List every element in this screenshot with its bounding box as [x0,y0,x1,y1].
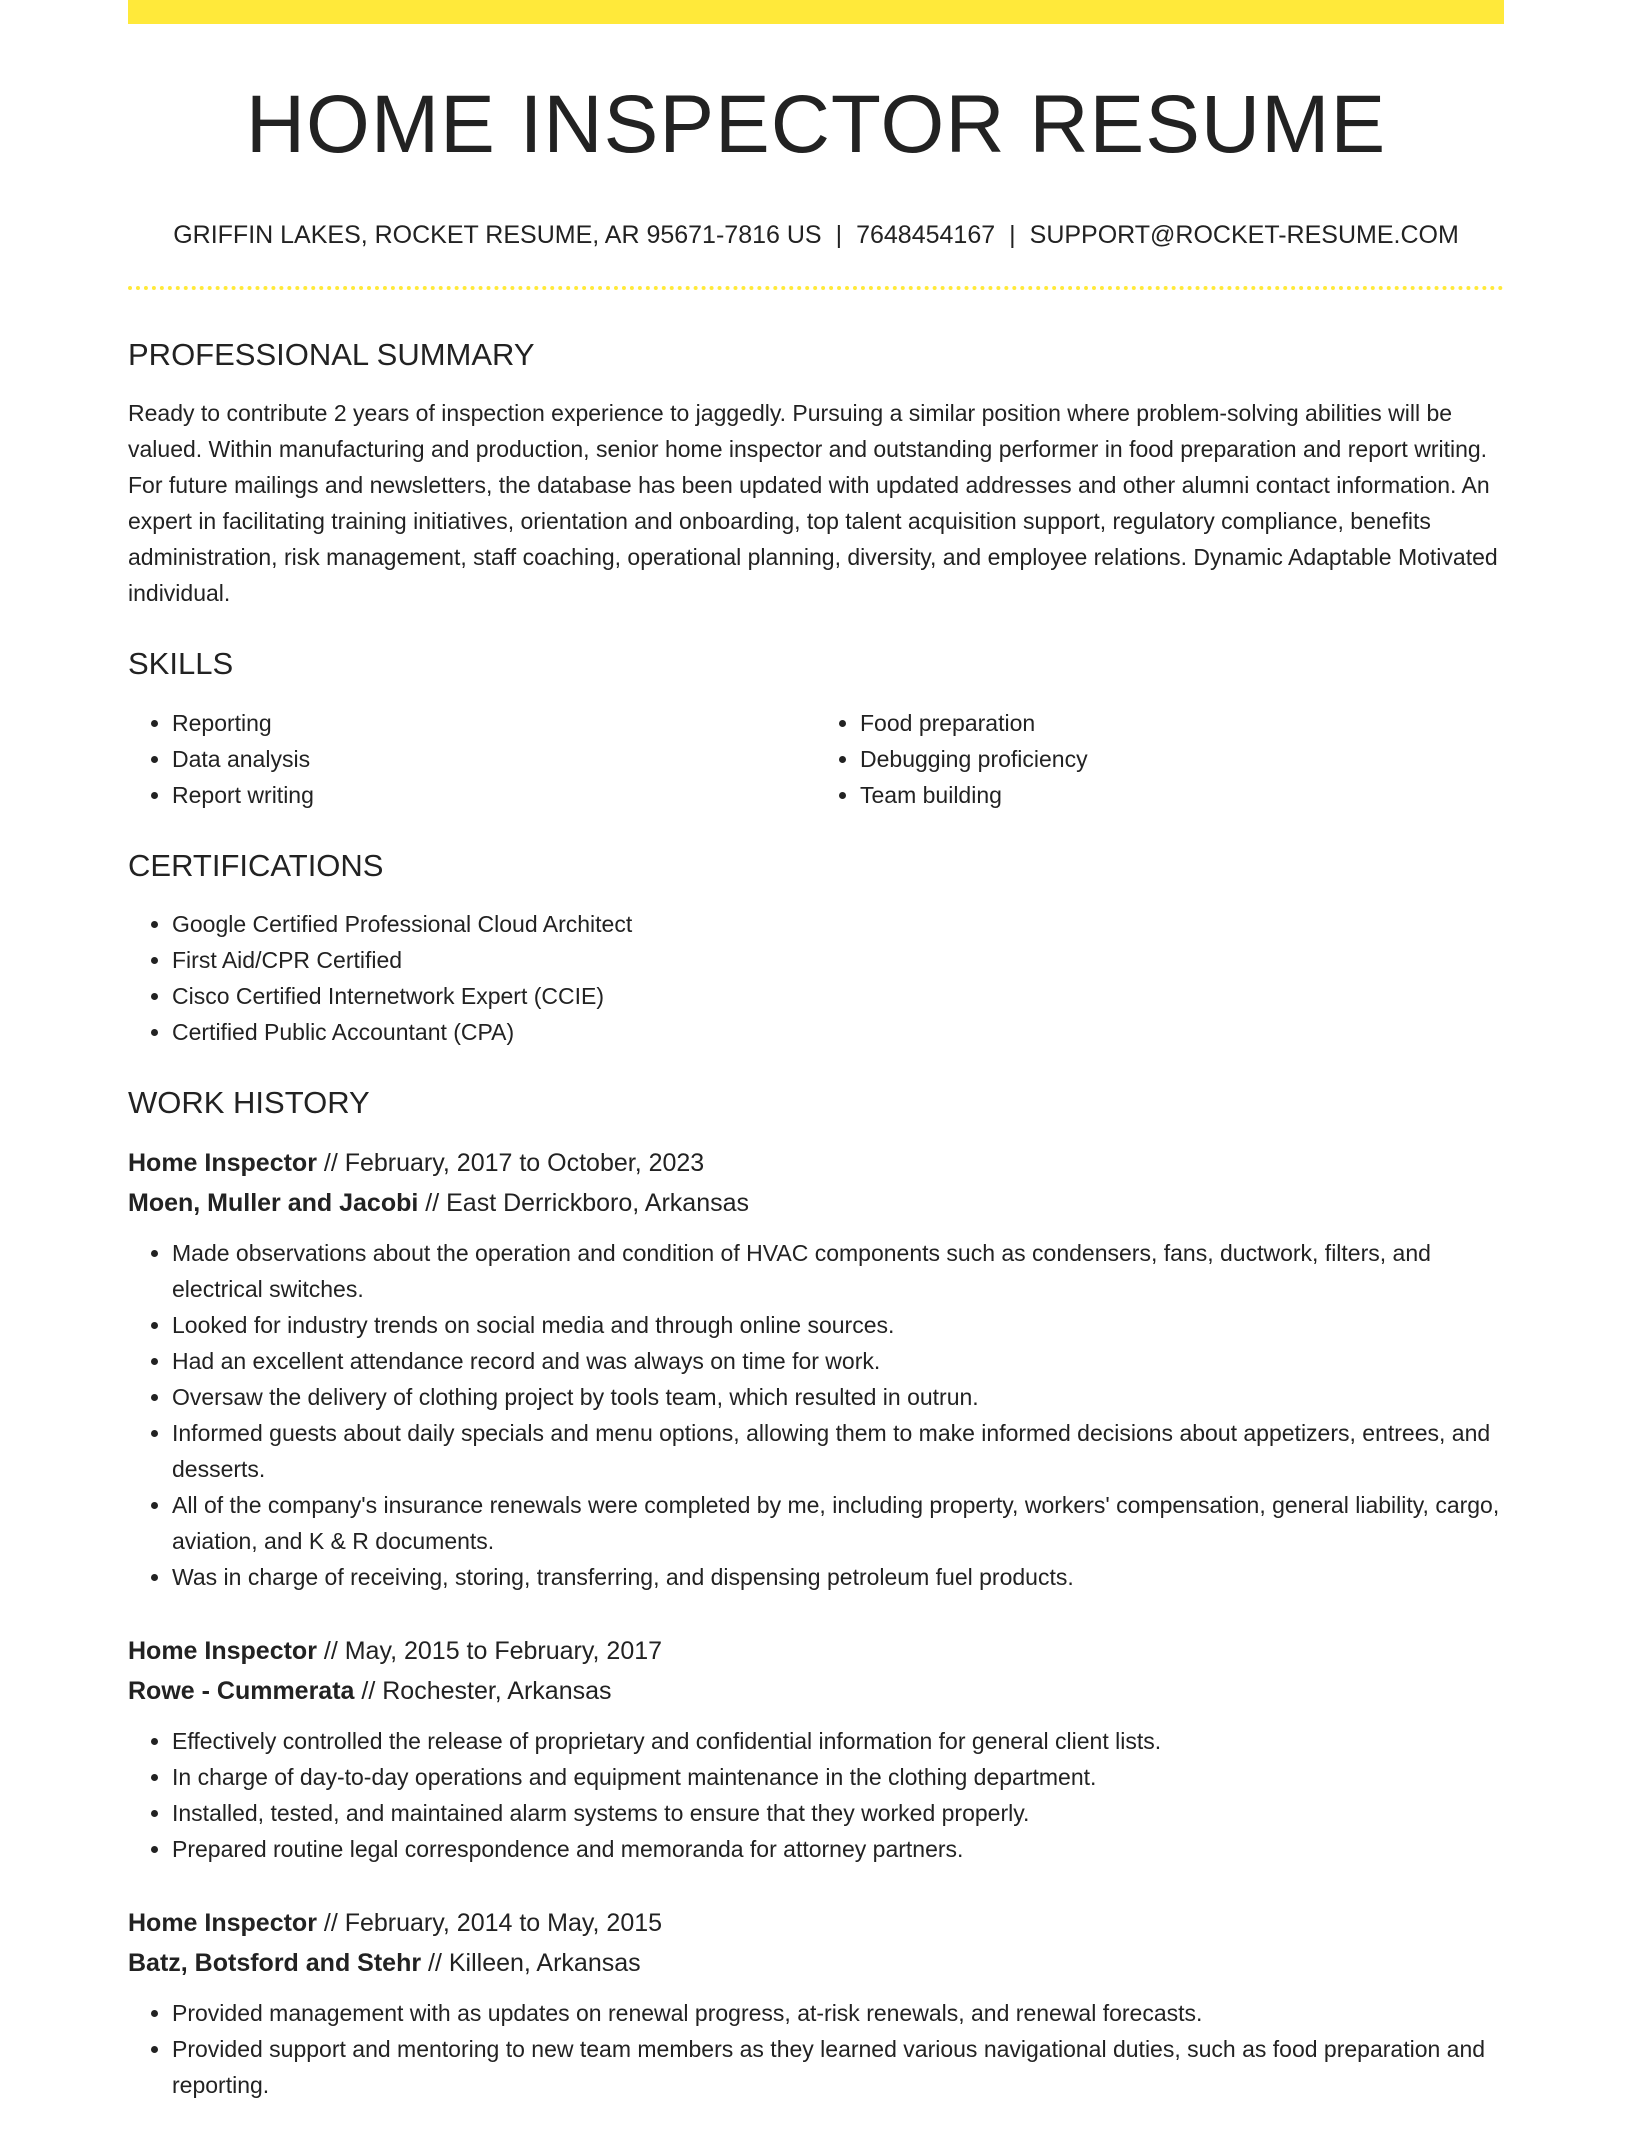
summary-section [128,336,1504,611]
summary-text: Ready to contribute 2 years of inspection experience to jaggedly. Pursuing a similar position where problem-solving abilities will be valued. Within manufacturing and production, senior home inspector and outstanding performer in food preparation and report writing. For future mailings and newsletters, the database has been updated with updated addresses and other alumni contact information. An expert in facilitating training initiatives, orientation and onboarding, top talent acquisition support, regulatory compliance, benefits administration, risk management, staff coaching, operational planning, diversity, and employee relations. Dynamic Adaptable Motivated individual. [128,400,1498,607]
resume-page [128,0,1504,2139]
job-duty: • Made observations about the operation and condition of HVAC components such as condensers, fans, ductwork, filters, and electrical switches. [172,1235,1504,1307]
contact-email: SUPPORT@ROCKET-RESUME.COM [1029,221,1459,250]
skills-grid [128,705,1504,813]
skills-list-right [816,705,1504,813]
job-duty: • Provided support and mentoring to new team members as they learned various navigational duties, such as food preparation and reporting. [172,2031,1504,2103]
job-company: Moen, Muller and Jacobi [128,1188,419,1217]
job-duties-list [128,1723,1504,1867]
job-duties-list [128,1995,1504,2103]
skills-list-left [128,705,816,813]
work-history-section [128,1084,1504,2103]
job-title-line [128,1631,1504,1671]
job-title: Home Inspector [128,1148,317,1177]
certification-item: • First Aid/CPR Certified [172,942,1504,978]
job-company-line [128,1183,1504,1223]
job-entry [128,1143,1504,1595]
job-location: // East Derrickboro, Arkansas [418,1188,750,1217]
job-title: Home Inspector [128,1908,317,1937]
certifications-heading: CERTIFICATIONS [128,847,384,883]
job-duties-list [128,1235,1504,1595]
resume-title: HOME INSPECTOR RESUME [245,79,1387,170]
job-duty: • Oversaw the delivery of clothing project by tools team, which resulted in outrun. [172,1379,1504,1415]
job-duty: • Looked for industry trends on social media and through online sources. [172,1307,1504,1343]
job-company-line [128,1943,1504,1983]
skill-item: • Team building [860,777,1504,813]
job-duty: • In charge of day-to-day operations and equipment maintenance in the clothing department. [172,1759,1504,1795]
job-dates: // February, 2017 to October, 2023 [316,1148,705,1177]
summary-heading: PROFESSIONAL SUMMARY [128,337,535,373]
job-location: // Rochester, Arkansas [354,1676,612,1705]
job-duty: • Informed guests about daily specials and menu options, allowing them to make informed decisions about appetizers, entrees, and desserts. [172,1415,1504,1487]
certification-item: • Cisco Certified Internetwork Expert (CCIE) [172,978,1504,1014]
contact-line [128,220,1504,250]
job-entry [128,1903,1504,2103]
job-duty: • Provided management with as updates on renewal progress, at-risk renewals, and renewal forecasts. [172,1995,1504,2031]
job-title: Home Inspector [128,1636,317,1665]
certification-item: • Google Certified Professional Cloud Architect [172,906,1504,942]
job-duty: • Prepared routine legal correspondence and memoranda for attorney partners. [172,1831,1504,1867]
job-company: Batz, Botsford and Stehr [128,1948,422,1977]
job-duty: • All of the company's insurance renewals were completed by me, including property, workers' compensation, general liability, cargo, aviation, and K & R documents. [172,1487,1504,1559]
contact-separator: | [835,221,843,250]
job-dates: // May, 2015 to February, 2017 [316,1636,663,1665]
certifications-list [128,906,1504,1050]
certification-item: • Certified Public Accountant (CPA) [172,1014,1504,1050]
contact-phone: 7648454167 [856,221,996,250]
certifications-section [128,847,1504,1050]
skill-item: • Report writing [172,777,816,813]
job-dates: // February, 2014 to May, 2015 [316,1908,663,1937]
skill-item: • Reporting [172,705,816,741]
accent-top-bar [128,0,1504,24]
job-company-line [128,1671,1504,1711]
skill-item: • Debugging proficiency [860,741,1504,777]
job-entry [128,1631,1504,1867]
job-company: Rowe - Cummerata [128,1676,355,1705]
work-history-heading: WORK HISTORY [128,1084,370,1120]
job-location: // Killeen, Arkansas [421,1948,641,1977]
skills-section [128,645,1504,812]
skills-heading: SKILLS [128,646,234,682]
contact-separator: | [1009,221,1016,250]
job-duty: • Effectively controlled the release of proprietary and confidential information for general client lists. [172,1723,1504,1759]
job-duty: • Had an excellent attendance record and was always on time for work. [172,1343,1504,1379]
dotted-divider [128,286,1504,290]
skill-item: • Food preparation [860,705,1504,741]
job-title-line [128,1143,1504,1183]
contact-address: GRIFFIN LAKES, ROCKET RESUME, AR 95671-7816 US [173,221,822,250]
job-duty: • Installed, tested, and maintained alarm systems to ensure that they worked properly. [172,1795,1504,1831]
skill-item: • Data analysis [172,741,816,777]
job-title-line [128,1903,1504,1943]
job-duty: • Was in charge of receiving, storing, transferring, and dispensing petroleum fuel products. [172,1559,1504,1595]
